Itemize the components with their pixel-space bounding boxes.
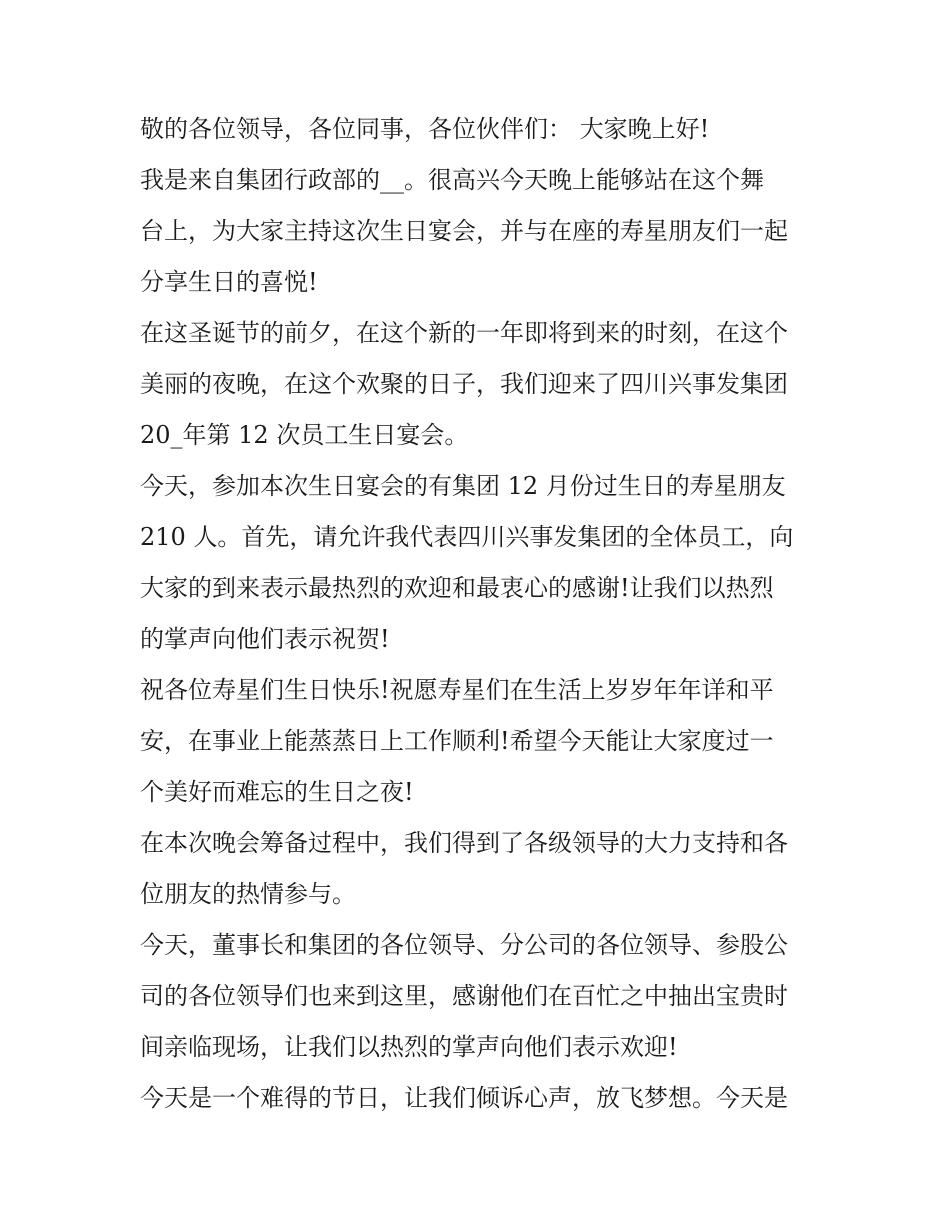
text-line: 在本次晚会筹备过程中，我们得到了各级领导的大力支持和各 [140, 829, 788, 857]
text-line: 位朋友的热情参与。 [140, 880, 356, 908]
paragraph-leaders-welcome [140, 920, 830, 1073]
text-line: 今天，董事长和集团的各位领导、分公司的各位领导、参股公 [140, 931, 788, 959]
document-body [140, 104, 830, 1124]
text-line: 210 人。首先，请允许我代表四川兴事发集团的全体员工，向 [140, 523, 794, 551]
paragraph-occasion [140, 308, 830, 461]
text-line: 台上，为大家主持这次生日宴会，并与在座的寿星朋友们一起 [140, 217, 788, 245]
text-line: 分享生日的喜悦! [140, 268, 318, 296]
text-line: 司的各位领导们也来到这里，感谢他们在百忙之中抽出宝贵时 [140, 982, 788, 1010]
paragraph-closing [140, 1073, 830, 1124]
text-line: 在这圣诞节的前夕，在这个新的一年即将到来的时刻，在这个 [140, 319, 788, 347]
text-line: 安，在事业上能蒸蒸日上工作顺利!希望今天能让大家度过一 [140, 727, 774, 755]
text-line: 的掌声向他们表示祝贺! [140, 625, 390, 653]
text-line: 敬的各位领导，各位同事，各位伙伴们： 大家晚上好! [140, 115, 710, 143]
paragraph-thanks-support [140, 818, 830, 920]
text-line: 美丽的夜晚，在这个欢聚的日子，我们迎来了四川兴事发集团 [140, 370, 788, 398]
paragraph-wishes [140, 665, 830, 818]
text-line: 祝各位寿星们生日快乐!祝愿寿星们在生活上岁岁年年详和平 [140, 676, 774, 704]
text-line: 大家的到来表示最热烈的欢迎和最衷心的感谢!让我们以热烈 [140, 574, 774, 602]
paragraph-attendees [140, 461, 830, 665]
text-line: 今天是一个难得的节日，让我们倾诉心声，放飞梦想。今天是 [140, 1084, 788, 1112]
paragraph-greeting [140, 104, 830, 155]
text-line: 我是来自集团行政部的__。很高兴今天晚上能够站在这个舞 [140, 166, 764, 194]
text-line: 20_年第 12 次员工生日宴会。 [140, 421, 469, 449]
text-line: 今天，参加本次生日宴会的有集团 12 月份过生日的寿星朋友 [140, 472, 786, 500]
text-line: 间亲临现场，让我们以热烈的掌声向他们表示欢迎! [140, 1033, 678, 1061]
paragraph-host-intro [140, 155, 830, 308]
text-line: 个美好而难忘的生日之夜! [140, 778, 414, 806]
